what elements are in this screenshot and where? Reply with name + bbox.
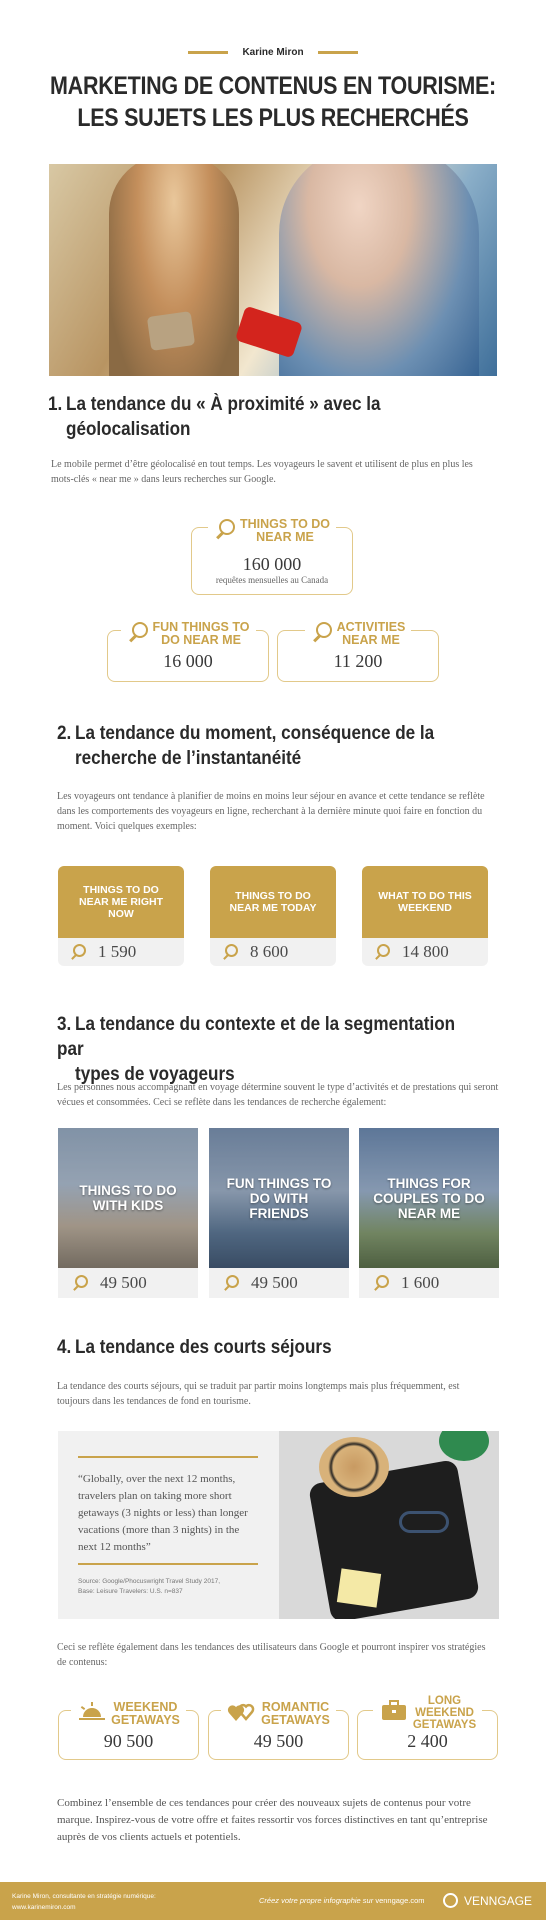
keyword-title: WEEKEND <box>415 1707 474 1719</box>
section-1-paragraph: Le mobile permet d’être géolocalisé en tout temps. Les voyageurs le savent et utilisent de plus en plus les mots-clés « near me » dans leurs recherches sur Google. <box>51 459 473 485</box>
magnifier-icon <box>72 1275 88 1291</box>
section-4-paragraph: La tendance des courts séjours, qui se traduit par partir moins longtemps mais plus fréquemment, est toujours dans les tendances de fond en tourisme. <box>57 1381 460 1407</box>
section-title: La tendance des courts séjours <box>75 1337 332 1358</box>
keyword-title: NEAR ME <box>342 633 400 647</box>
quote-source-line-2: Base: Leisure Travelers: U.S. n=837 <box>78 1588 183 1595</box>
footer-credit <box>12 1891 156 1913</box>
photo-card-friends <box>209 1128 349 1298</box>
keyword-title: NEAR ME <box>256 530 314 544</box>
section-1-heading <box>48 392 462 442</box>
section-title-line-2: types de voyageurs <box>75 1064 235 1085</box>
hero-person-right <box>279 164 479 376</box>
keyword-title: THINGS TO DO <box>239 517 331 531</box>
footer-credit-line-1: Karine Miron, consultante en stratégie numérique: <box>12 1893 156 1900</box>
search-term: THINGS TO DO WITH KIDS <box>79 1183 177 1213</box>
magnifier-icon <box>311 621 333 643</box>
section-2-paragraph: Les voyageurs ont tendance à planifier de moins en moins leur séjour en avance et cette tendance se reflète dans les comportements des voyageurs en ligne, recherchant à la dernière minute quoi faire en fonction du moment. Voici quelques exemples: <box>57 791 485 832</box>
keyword-box-activities-near-me <box>277 620 439 682</box>
study-quote: “Globally, over the next 12 months, travelers plan on taking more short getaways (3 nights or less) than longer vacations (more than 3 nights) in the next 12 months” <box>78 1473 248 1553</box>
section-2-heading <box>57 721 471 771</box>
section-number: 1. <box>48 394 63 415</box>
section-4-heading <box>57 1335 471 1360</box>
keyword-box-long-weekend-getaways <box>357 1695 498 1760</box>
couple-photo <box>359 1128 499 1268</box>
search-term: THINGS FOR COUPLES TO DO NEAR ME <box>373 1175 485 1221</box>
keyword-volume: 11 200 <box>333 651 383 671</box>
magnifier-icon <box>374 944 390 960</box>
keyword-volume: 160 000 <box>242 554 302 574</box>
friends-photo <box>209 1128 349 1268</box>
photo-card-kids <box>58 1128 198 1298</box>
search-volume: 1 600 <box>401 1273 440 1292</box>
conclusion-paragraph: Combinez l’ensemble de ces tendances pour créer des nouveaux sujets de contenus pour votre marque. Inspirez-vous de votre offre et faites ressortir vos forces distinctives en tant qu’entreprise auprès de vos clients actuels et potentiels. <box>57 1797 488 1843</box>
search-card-today <box>210 866 336 966</box>
magnifier-icon <box>223 1275 239 1291</box>
keyword-title: ACTIVITIES <box>336 620 406 634</box>
quote-rule-top <box>78 1456 258 1458</box>
keyword-title: ROMANTIC <box>261 1700 330 1714</box>
keyword-volume: 49 500 <box>253 1731 304 1751</box>
hearts-icon <box>227 1701 257 1723</box>
divider-right <box>318 51 358 54</box>
magnifier-icon <box>70 944 86 960</box>
section-title-line-2: géolocalisation <box>66 419 191 440</box>
section-title-line-2: recherche de l’instantanéité <box>75 748 302 769</box>
search-volume: 8 600 <box>250 942 289 961</box>
keyword-volume: 2 400 <box>407 1731 448 1751</box>
keyword-box-romantic-getaways <box>208 1700 349 1760</box>
hero-photo <box>49 164 497 376</box>
keyword-title: FUN THINGS TO <box>152 620 250 634</box>
page-title <box>38 70 508 134</box>
section-title-line-1: La tendance du contexte et de la segmentation par <box>57 1014 456 1060</box>
footer-cta-text: Créez votre propre infographie sur <box>259 1896 374 1905</box>
magnifier-icon <box>214 518 236 540</box>
search-card-weekend <box>362 866 488 966</box>
venngage-logo[interactable] <box>443 1893 532 1908</box>
section-3-heading <box>57 1012 480 1087</box>
section-3-paragraph: Les personnes nous accompagnant en voyage détermine souvent le type d’activités et de prestations qui seront vécues et consommées. Ceci se reflète dans les tendances de recherche également: <box>57 1082 499 1108</box>
suitcase-photo <box>279 1431 499 1619</box>
author-row <box>0 47 546 58</box>
keyword-box-fun-things-to-do-near-me <box>107 620 269 682</box>
search-term: FUN THINGS TO DO WITH FRIENDS <box>226 1175 332 1221</box>
sunrise-icon <box>77 1701 107 1723</box>
venngage-wordmark: VENNGAGE <box>464 1893 533 1908</box>
study-quote-block <box>58 1431 499 1619</box>
quote-rule-bottom <box>78 1563 258 1565</box>
search-volume: 14 800 <box>402 942 449 961</box>
keyword-caption: requêtes mensuelles au Canada <box>215 575 329 585</box>
footer <box>0 1882 546 1920</box>
search-volume: 49 500 <box>100 1273 147 1292</box>
section-title-line-1: La tendance du « À proximité » avec la <box>66 394 381 415</box>
author-name: Karine Miron <box>242 47 304 58</box>
keyword-title: GETAWAYS <box>261 1713 330 1727</box>
magnifier-icon <box>127 621 149 643</box>
keyword-title: LONG <box>427 1695 462 1707</box>
search-term: WHAT TO DO THIS WEEKEND <box>362 866 488 938</box>
photo-card-couples <box>359 1128 499 1298</box>
keyword-volume: 90 500 <box>103 1731 154 1751</box>
footer-cta <box>259 1896 425 1905</box>
magnifier-icon <box>222 944 238 960</box>
search-term: THINGS TO DO NEAR ME TODAY <box>210 866 336 938</box>
keyword-title: WEEKEND <box>113 1700 178 1714</box>
search-term: THINGS TO DO NEAR ME RIGHT NOW <box>58 866 184 938</box>
keyword-volume: 16 000 <box>163 651 213 671</box>
search-volume: 1 590 <box>98 942 137 961</box>
keyword-title: GETAWAYS <box>412 1719 477 1731</box>
magnifier-icon <box>373 1275 389 1291</box>
suitcase-icon <box>379 1699 409 1721</box>
keyword-box-things-to-do-near-me <box>191 517 353 595</box>
section-4-paragraph-2: Ceci se reflète également dans les tendances des utilisateurs dans Google et pourront inspirer vos stratégies de contenus: <box>57 1642 486 1668</box>
section-number: 3. <box>57 1014 72 1035</box>
keyword-title: DO NEAR ME <box>161 633 241 647</box>
footer-cta-link[interactable]: venngage.com <box>375 1896 425 1905</box>
hero-phone-gold <box>147 311 195 351</box>
section-number: 2. <box>57 723 72 744</box>
page-title-line-2: LES SUJETS LES PLUS RECHERCHÉS <box>77 104 469 132</box>
quote-source <box>78 1577 258 1597</box>
search-card-right-now <box>58 866 184 966</box>
quote-source-line-1: Source: Google/Phocuswright Travel Study 2017, <box>78 1578 220 1585</box>
keyword-box-weekend-getaways <box>58 1700 199 1760</box>
section-number: 4. <box>57 1337 72 1358</box>
divider-left <box>188 51 228 54</box>
section-title-line-1: La tendance du moment, conséquence de la <box>75 723 435 744</box>
keyword-title: GETAWAYS <box>111 1713 180 1727</box>
page-title-line-1: MARKETING DE CONTENUS EN TOURISME: <box>50 72 496 100</box>
footer-website-link[interactable]: www.karinemiron.com <box>12 1904 76 1911</box>
search-volume: 49 500 <box>251 1273 298 1292</box>
family-photo <box>58 1128 198 1268</box>
venngage-ring-icon <box>443 1893 458 1908</box>
